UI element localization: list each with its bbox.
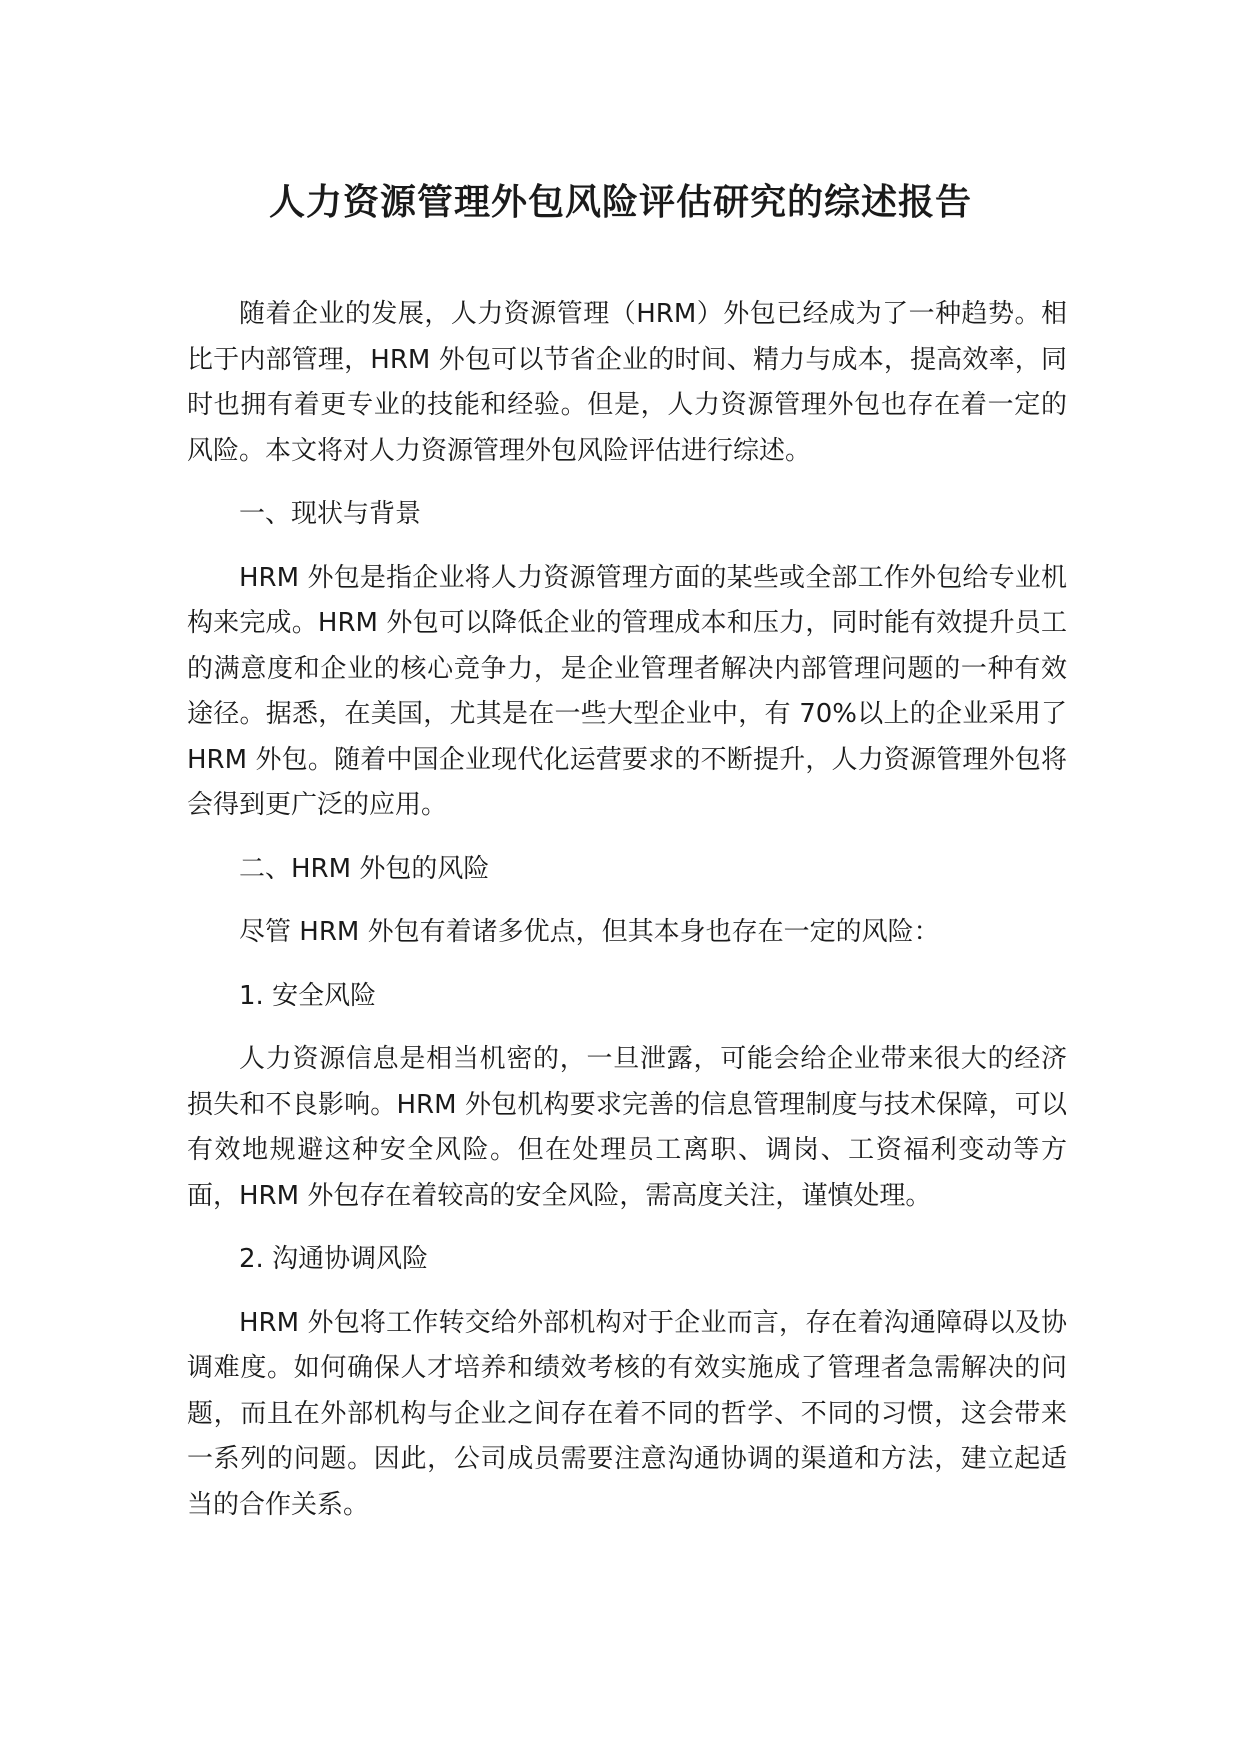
background-paragraph: HRM 外包是指企业将人力资源管理方面的某些或全部工作外包给专业机构来完成。HRM 外包可以降低企业的管理成本和压力，同时能有效提升员工的满意度和企业的核心竞争力，是企业管理者解决内部管理问题的一种有效途径。据悉，在美国，尤其是在一些大型企业中，有 70%以上的企业采用了 HRM 外包。随着中国企业现代化运营要求的不断提升，人力资源管理外包将会得到更广泛的应用。: [187, 562, 1067, 820]
risks-intro-paragraph: 尽管 HRM 外包有着诸多优点，但其本身也存在一定的风险：: [239, 917, 940, 947]
subheading-communication-risk: 2. 沟通协调风险: [239, 1244, 429, 1274]
intro-paragraph: 随着企业的发展，人力资源管理（HRM）外包已经成为了一种趋势。相比于内部管理，HRM 外包可以节省企业的时间、精力与成本，提高效率，同时也拥有着更专业的技能和经验。但是，人力资源管理外包也存在着一定的风险。本文将对人力资源管理外包风险评估进行综述。: [187, 299, 1067, 466]
section-heading-background: 一、现状与背景: [239, 499, 422, 529]
security-risk-paragraph: 人力资源信息是相当机密的，一旦泄露，可能会给企业带来很大的经济损失和不良影响。HRM 外包机构要求完善的信息管理制度与技术保障，可以有效地规避这种安全风险。但在处理员工离职、调岗、工资福利变动等方面，HRM 外包存在着较高的安全风险，需高度关注，谨慎处理。: [187, 1044, 1067, 1211]
communication-risk-paragraph: HRM 外包将工作转交给外部机构对于企业而言，存在着沟通障碍以及协调难度。如何确保人才培养和绩效考核的有效实施成了管理者急需解决的问题，而且在外部机构与企业之间存在着不同的哲学、不同的习惯，这会带来一系列的问题。因此，公司成员需要注意沟通协调的渠道和方法，建立起适当的合作关系。: [187, 1307, 1067, 1520]
document-body: [187, 292, 1067, 1546]
subheading-security-risk: 1. 安全风险: [239, 980, 377, 1011]
document-title: 人力资源管理外包风险评估研究的综述报告: [268, 182, 972, 223]
section-heading-risks: 二、HRM 外包的风险: [239, 853, 490, 884]
